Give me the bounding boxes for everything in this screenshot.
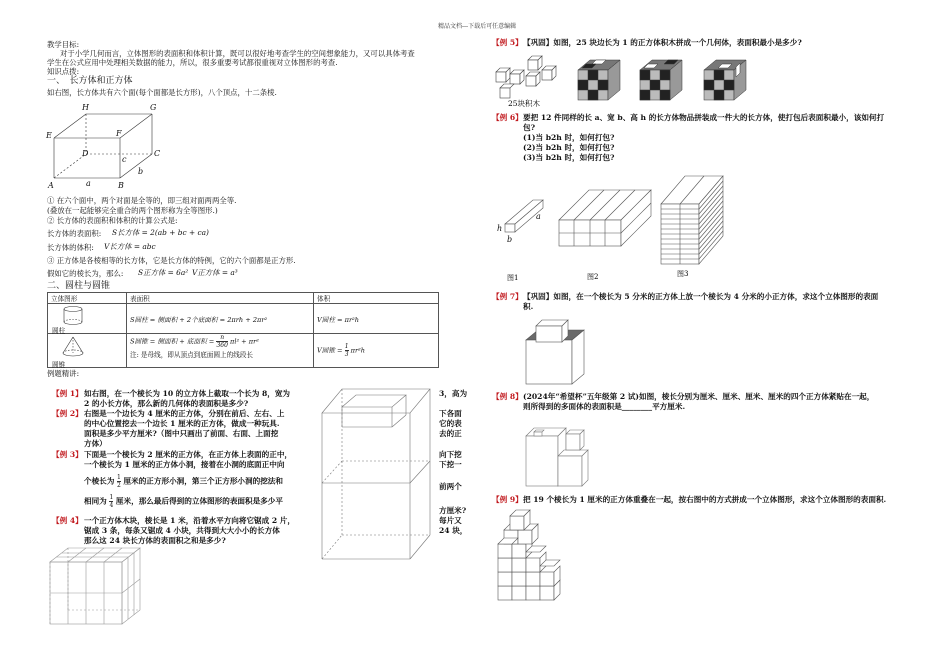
cone-volume-cell — [314, 334, 439, 368]
example-6-tag: 【例 6】 — [492, 113, 523, 122]
table-header-solid: 立体图形 — [48, 293, 127, 304]
example-4-line-3: 那么这 24 块长方体的表面积之和是多少? — [84, 536, 226, 545]
section-1-desc: 如右图，长方体共有六个面(每个面都是长方形)，八个顶点，十二条棱. — [47, 88, 277, 97]
goal-line-2: 学生在公式应用中处理相关数据的能力，所以，很多重要考试都很重视对立体图形的考查. — [47, 58, 338, 67]
fig-1-caption: 图1 — [507, 274, 519, 282]
label-B: B — [118, 181, 124, 190]
table-header-area: 表面积 — [127, 293, 314, 304]
section-1-title: 一、 长方体和正方体 — [47, 76, 133, 86]
example-4-tag: 【例 4】 — [52, 516, 83, 525]
label-E: E — [46, 131, 52, 140]
cone-icon — [60, 336, 86, 358]
example-3-tag: 【例 3】 — [52, 450, 83, 459]
example-7-tag: 【例 7】 — [492, 292, 523, 301]
example-5-tag: 【例 5】 — [492, 38, 523, 47]
sliced-cube-figure — [48, 546, 143, 626]
example-3-right-3: 前两个 — [439, 482, 462, 491]
point-1: ① 在六个面中，两个对面是全等的，即三组对面两两全等. — [47, 196, 237, 205]
cylinder-volume-formula: V圆柱 = πr²h — [314, 304, 439, 334]
packing-figures — [495, 164, 755, 284]
cylinder-icon — [60, 306, 86, 326]
table-header-volume: 体积 — [314, 293, 439, 304]
example-6-line-2: 包? — [523, 123, 536, 132]
cuboid-area-formula: S长方体 = 2(ab + bc + ca) — [112, 228, 209, 237]
label-F: F — [116, 129, 122, 138]
solids-table — [47, 292, 439, 368]
section-2-title: 二、圆柱与圆锥 — [47, 281, 111, 291]
point-1b: (叠放在一起能够完全重合的两个图形称为全等图形.) — [47, 206, 218, 215]
fig-3-caption: 图3 — [677, 270, 689, 278]
example-3-right-1: 向下挖 — [439, 450, 462, 459]
volume-label: 长方体的体积: — [47, 243, 94, 252]
example-6-line-3: (1)当 b2h 时，如何打包? — [523, 133, 615, 142]
example-7-line-2: 积. — [523, 302, 534, 311]
fig-label-h: h — [497, 224, 503, 233]
example-2-line-4: 方体） — [84, 439, 107, 448]
cone-label: 圆锥 — [52, 361, 66, 369]
example-1-line-2: 2 的小长方体，那么新的几何体的表面积是多少? — [84, 399, 249, 408]
blocks-caption: 25块积木 — [508, 99, 541, 108]
example-7-line-1: 【巩固】如图，在一个棱长为 5 分米的正方体上放一个棱长为 4 分米的小正方体，求这个立体图形的表面 — [523, 292, 879, 301]
example-6-line-1: 要把 12 件同样的长 a、宽 b、高 h 的长方体物品拼装成一件大的长方体，使打包后表面积最小，该如何打 — [523, 113, 885, 122]
label-C: C — [154, 149, 161, 158]
example-2-right-3: 去的正 — [439, 429, 462, 438]
example-2-line-2: 的中心位置挖去一个边长 1 厘米的正方体，做成一种玩具. — [84, 419, 280, 428]
example-3-line-4: 相同为 $\frac{1}{4}$ 厘米，那么最后得到的立体图形的表面积是多少平 — [84, 494, 283, 509]
label-G: G — [150, 103, 157, 112]
example-4-line-2: 锯成 3 条，每条又锯成 4 小块，共得到大大小小的长方体 — [84, 526, 280, 535]
point-3b: 假如它的棱长为，那么: — [47, 269, 124, 278]
example-2-tag: 【例 2】 — [52, 409, 83, 418]
four-cubes-figure — [522, 412, 602, 488]
example-3-line-1: 下面是一个棱长为 2 厘米的正方体，在正方体上表面的正中， — [84, 450, 293, 459]
example-2-right-1: 下各面 — [439, 409, 462, 418]
example-1-right: 3，高为 — [439, 389, 468, 398]
label-c: c — [122, 155, 127, 164]
table-cell-cone — [48, 334, 127, 368]
table-cell-cylinder — [48, 304, 127, 334]
blocks-figure — [492, 50, 792, 108]
example-2-right-2: 它的表 — [439, 419, 462, 428]
example-2-line-3: 面积是多少平方厘米?（图中只画出了前面、右面、上面挖 — [84, 429, 279, 438]
cuboid-volume-formula: V长方体 = abc — [104, 242, 156, 251]
example-9-line-1: 把 19 个棱长为 1 厘米的正方体重叠在一起，按右图中的方式拼成一个立体图形，求这个立体图形的表面积. — [523, 495, 887, 504]
label-H: H — [82, 103, 89, 112]
area-label: 长方体的表面积: — [47, 229, 102, 238]
example-2-line-1: 右图是一个边长为 4 厘米的正方体，分别在前后、左右、上 — [84, 409, 285, 418]
goal-title: 教学目标: — [47, 40, 80, 49]
cube-volume-formula: V正方体 = a³ — [192, 268, 238, 277]
example-9-tag: 【例 9】 — [492, 495, 523, 504]
example-1-tag: 【例 1】 — [52, 389, 83, 398]
stacked-cubes-figure — [522, 314, 590, 386]
example-4-line-1: 一个正方体木块，棱长是 1 米，沿着水平方向将它锯成 2 片， — [84, 516, 295, 525]
knowledge-title: 知识点拨: — [47, 67, 80, 76]
example-3-line-2: 一个棱长为 1 厘米的正方体小洞，接着在小洞的底面正中向 — [84, 460, 285, 469]
label-A: A — [48, 181, 54, 190]
nineteen-cubes-figure — [494, 506, 574, 606]
example-4-right-2: 24 块， — [439, 526, 468, 535]
cone-note: 注: 是母线，即从顶点到底面圆上的线段长 — [130, 351, 254, 359]
example-6-line-5: (3)当 b2h 时，如何打包? — [523, 153, 615, 162]
point-2: ② 长方体的表面积和体积的计算公式是: — [47, 216, 178, 225]
fig-2-caption: 图2 — [587, 273, 599, 281]
fig-label-b: b — [507, 235, 513, 244]
example-4-right-1: 每片又 — [439, 516, 462, 525]
label-D: D — [82, 149, 89, 158]
cone-area-pre: S圆锥 = 侧面积 + 底面积 = — [130, 337, 215, 346]
fraction-half: $\frac{1}{2}$ — [117, 474, 121, 489]
cone-volume-pre: V圆锥 = — [317, 346, 343, 355]
example-3-line-3: 个棱长为 $\frac{1}{2}$ 厘米的正方形小洞，第三个正方形小洞的挖法和 — [84, 474, 283, 489]
point-3: ③ 正方体是各棱相等的长方体，它是长方体的特例，它的六个面都是正方形. — [47, 256, 296, 265]
cone-area-cell — [127, 334, 314, 368]
cube-with-hole-figure — [318, 383, 436, 565]
example-8-tag: 【例 8】 — [492, 392, 523, 401]
cube-area-formula: S正方体 = 6a² — [138, 268, 189, 277]
cone-volume-fraction: $\frac{1}{3}$ — [344, 343, 349, 358]
example-8-line-2: 则所得到的多面体的表面积是________平方厘米. — [523, 402, 686, 411]
cone-area-fraction: $\frac{n}{360}$ — [216, 334, 228, 349]
example-1-line-1: 如右图，在一个棱长为 10 的立方体上截取一个长为 8，宽为 — [84, 389, 291, 398]
page-header: 精品文档---下载后可任意编辑 — [438, 23, 517, 30]
cone-volume-post: πr²h — [350, 346, 366, 355]
label-b: b — [138, 167, 144, 176]
example-6-line-4: (2)当 b2h 时，如何打包? — [523, 143, 615, 152]
cylinder-label: 圆柱 — [52, 327, 66, 335]
fig-label-a: a — [536, 212, 541, 221]
example-3-right-2: 下挖一 — [439, 460, 462, 469]
example-8-line-1: (2024年“希望杯”五年级第 2 试)如图，棱长分别为厘米、厘米、厘米、厘米的四个正方体紧贴在一起， — [523, 392, 875, 401]
cone-area-post: πl² + πr² — [230, 337, 259, 346]
goal-line-1: 对于小学几何而言，立体图形的表面积和体积计算，既可以很好地考查学生的空间想象能力，又可以具体考查 — [60, 49, 415, 58]
label-a: a — [86, 179, 91, 188]
example-5-text: 【巩固】如图，25 块边长为 1 的正方体积木拼成一个几何体，表面积最小是多少? — [523, 38, 802, 47]
example-3-right-4: 方厘米? — [439, 506, 467, 515]
cylinder-area-formula: S圆柱 = 侧面积 + 2个底面积 = 2πrh + 2πr² — [127, 304, 314, 334]
cuboid-figure — [40, 98, 170, 190]
fraction-quarter: $\frac{1}{4}$ — [109, 494, 114, 509]
examples-title: 例题精讲: — [47, 369, 80, 378]
